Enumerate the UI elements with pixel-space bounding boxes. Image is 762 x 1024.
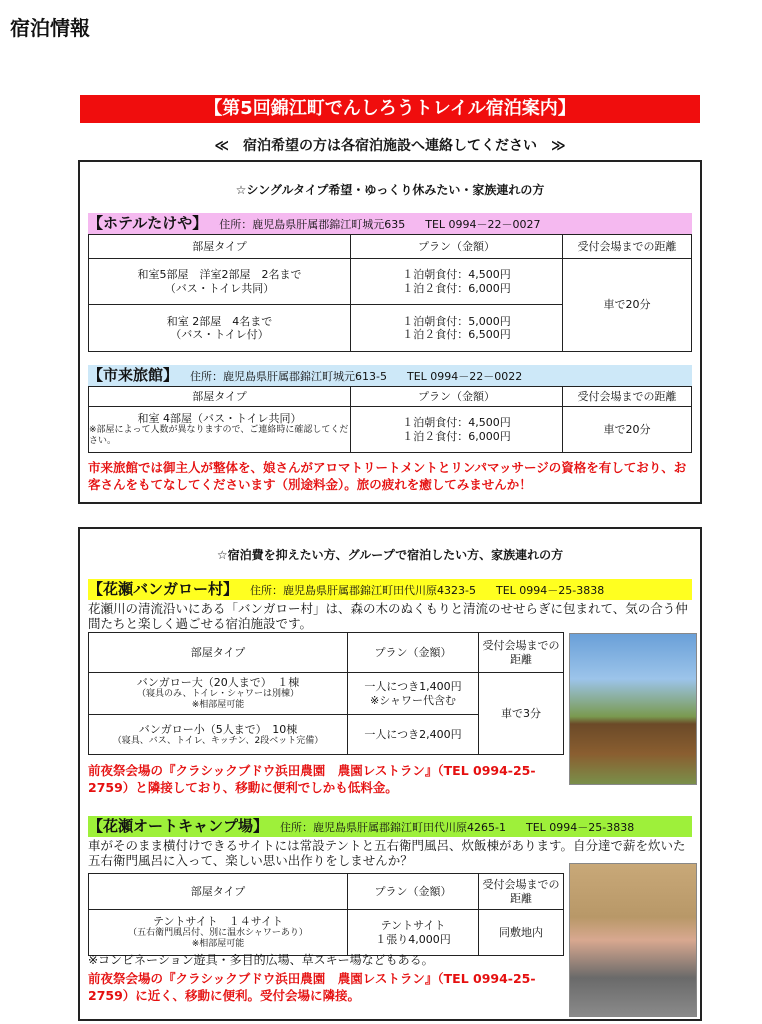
room-type: 和室5部屋 洋室2部屋 2名まで	[137, 268, 302, 282]
facility-name: 【花瀬バンガロー村】	[88, 580, 239, 598]
col-header: プラン（金額）	[348, 874, 479, 910]
table-row	[89, 673, 564, 715]
plan: １泊２食付：6,000円	[402, 281, 511, 295]
ichiki-ryokan-table	[88, 386, 692, 453]
col-header: プラン（金額）	[351, 387, 563, 407]
room-note: （バス・トイレ共同）	[164, 281, 275, 295]
distance: 車で20分	[563, 407, 692, 453]
tel: TEL 0994－22－0027	[425, 218, 541, 231]
col-header: プラン（金額）	[348, 633, 479, 673]
room-note: （バス・トイレ付）	[170, 328, 269, 341]
col-header: 部屋タイプ	[89, 633, 348, 673]
camp-extra: ※コンビネーション遊具・多目的広場、草スキー場などもある。	[88, 953, 434, 967]
bungalow-photo	[569, 633, 697, 785]
col-header: 部屋タイプ	[89, 235, 351, 259]
camp-note: 前夜祭会場の『クラシックブドウ浜田農園 農園レストラン』（TEL 0994-25-2759）に近く、移動に便利。受付会場に隣接。	[88, 971, 536, 1003]
plan: １泊２食付：6,000円	[402, 429, 511, 443]
room-note: （五右衛門風呂付、別に温水シャワーあり）	[128, 928, 308, 939]
distance: 同敷地内	[479, 910, 564, 956]
plan: １泊朝食付：4,500円	[402, 268, 511, 282]
room-note: （寝具、バス、トイレ、キッチン、2段ベット完備）	[112, 735, 324, 746]
ichiki-note: 市来旅館では御主人が整体を、娘さんがアロマトリートメントとリンパマッサージの資格を有しており、お客さんをもてなしてくださいます（別途料金）。旅の疲れを癒してみませんか！	[88, 460, 687, 492]
tel: TEL 0994－25-3838	[525, 821, 635, 834]
section-budget-group	[78, 527, 702, 1021]
plan: １泊朝食付：5,000円	[402, 314, 511, 328]
hotel-takeya-header	[88, 213, 692, 234]
camp-table	[88, 873, 564, 956]
tel: TEL 0994－25-3838	[495, 584, 605, 597]
facility-name: 【ホテルたけや】	[88, 214, 208, 232]
plan: 一人につき1,400円	[364, 680, 462, 694]
table-row	[89, 259, 692, 305]
col-header: プラン（金額）	[351, 235, 563, 259]
address: 住所：鹿児島県肝属郡錦江町城元635	[219, 218, 406, 231]
address: 住所：鹿児島県肝属郡錦江町城元613-5	[190, 370, 387, 383]
plan: １張り4,000円	[375, 932, 451, 946]
room-type: 和室 4部屋（バス・トイレ共同）	[137, 412, 302, 426]
room-note: ※相部屋可能	[191, 939, 245, 950]
distance: 車で3分	[479, 673, 564, 755]
room-type: 和室 2部屋 4名まで	[166, 314, 273, 328]
col-header: 受付会場までの距離	[563, 387, 692, 407]
facility-name: 【花瀬オートキャンプ場】	[88, 817, 269, 835]
bungalow-table	[88, 632, 564, 755]
bungalow-note: 前夜祭会場の『クラシックブドウ浜田農園 農園レストラン』（TEL 0994-25-2759）と隣接しており、移動に便利でしかも低料金。	[88, 763, 536, 795]
col-header: 受付会場までの距離	[479, 874, 564, 910]
room-type: テントサイト １４サイト	[153, 915, 283, 929]
table-row	[89, 407, 692, 453]
camp-description: 車がそのまま横付けできるサイトには常設テントと五右衛門風呂、炊飯棟があります。自分達で薪を炊いた五右衛門風呂に入って、楽しい思い出作りをしませんか？	[88, 838, 686, 868]
room-type: バンガロー大（20人まで） １棟	[136, 676, 300, 690]
goemon-bath-photo	[569, 863, 697, 1017]
plan: 一人につき2,400円	[348, 715, 479, 755]
bungalow-description: 花瀬川の清流沿いにある「バンガロー村」は、森の木のぬくもりと清流のせせらぎに包まれて、気の合う仲間たちと楽しく過ごせる宿泊施設です。	[88, 601, 688, 631]
banner-title: 【第5回錦江町でんしろうトレイル宿泊案内】	[80, 95, 700, 123]
col-header: 受付会場までの距離	[479, 633, 564, 673]
plan: １泊朝食付：4,500円	[402, 416, 511, 430]
section-heading: ☆シングルタイプ希望・ゆっくり休みたい・家族連れの方	[235, 183, 545, 197]
address: 住所：鹿児島県肝属郡錦江町田代川原4265-1	[280, 821, 506, 834]
distance: 車で20分	[563, 259, 692, 352]
subtitle: ≪ 宿泊希望の方は各宿泊施設へ連絡してください ≫	[214, 138, 566, 154]
bungalow-header	[88, 579, 692, 600]
section-heading: ☆宿泊費を抑えたい方、グループで宿泊したい方、家族連れの方	[216, 548, 564, 562]
section-single-family	[78, 160, 702, 504]
ichiki-ryokan-header	[88, 365, 692, 386]
room-note: （寝具のみ、トイレ・シャワーは別棟）	[137, 689, 299, 700]
tel: TEL 0994－22－0022	[406, 370, 523, 383]
facility-name: 【市来旅館】	[88, 366, 179, 384]
plan: ※シャワー代含む	[370, 693, 456, 707]
hotel-takeya-table	[88, 234, 692, 352]
col-header: 部屋タイプ	[89, 387, 351, 407]
plan: １泊２食付：6,500円	[402, 328, 511, 341]
page-title: 宿泊情報	[10, 16, 90, 40]
table-row	[89, 910, 564, 956]
plan: テントサイト	[380, 919, 446, 933]
room-note: ※部屋によって人数が異なりますので、ご連絡時に確認してください。	[89, 425, 349, 447]
col-header: 受付会場までの距離	[563, 235, 692, 259]
camp-header	[88, 816, 692, 837]
col-header: 部屋タイプ	[89, 874, 348, 910]
room-note: ※相部屋可能	[191, 700, 245, 711]
room-type: バンガロー小（5人まで） 10棟	[138, 722, 298, 736]
address: 住所：鹿児島県肝属郡錦江町田代川原4323-5	[250, 584, 476, 597]
